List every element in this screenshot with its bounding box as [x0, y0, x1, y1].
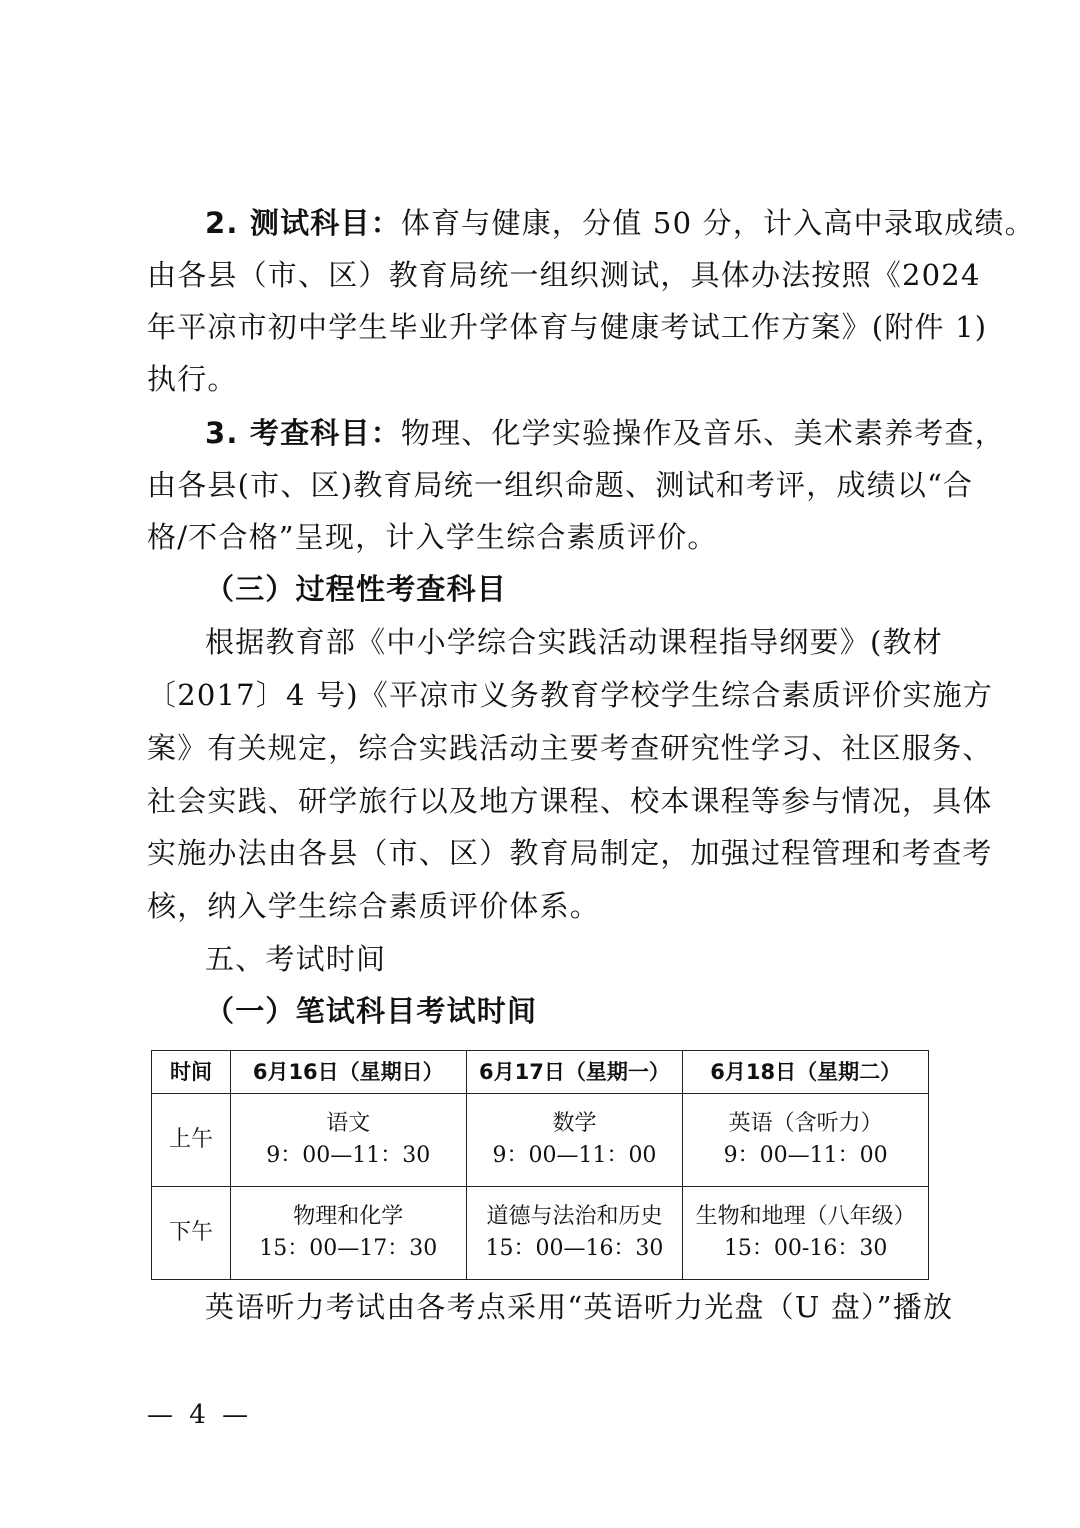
table-header-cell: 时间 [152, 1051, 231, 1094]
para-test-subject-line-4: 执行。 [147, 362, 238, 396]
page-number: — 4 — [147, 1400, 253, 1430]
para-process-line-3: 案》有关规定，综合实践活动主要考查研究性学习、社区服务、 [147, 731, 993, 765]
para-process-line-5: 实施办法由各县（市、区）教育局制定，加强过程管理和考查考 [147, 836, 993, 870]
para-test-subject-line-1: 2. 测试科目：体育与健康，分值 50 分，计入高中录取成绩。 [205, 206, 1035, 240]
table-row [152, 1094, 929, 1187]
subject-text: 英语（含听力） [728, 1111, 883, 1136]
subsection-heading-written-exam-time: （一）笔试科目考试时间 [205, 994, 538, 1028]
para-process-line-6: 核，纳入学生综合素质评价体系。 [147, 889, 601, 923]
para-listening-line-1: 英语听力考试由各考点采用“英语听力光盘（U 盘）”播放 [205, 1290, 954, 1324]
section-heading-exam-time: 五、考试时间 [205, 942, 387, 976]
para-check-subject-line-1: 3. 考查科目：物理、化学实验操作及音乐、美术素养考查， [205, 416, 1005, 450]
subject-text: 物理和化学 [293, 1204, 404, 1229]
schedule-cell [466, 1187, 683, 1280]
para-test-subject-line-3: 年平凉市初中学生毕业升学体育与健康考试工作方案》(附件 1) [147, 310, 988, 344]
period-cell: 下午 [152, 1187, 231, 1280]
subject-text: 语文 [326, 1111, 371, 1136]
schedule-cell [230, 1187, 466, 1280]
check-subject-label: 3. 考查科目： [205, 416, 401, 450]
schedule-cell [230, 1094, 466, 1187]
para-check-subject-line-2: 由各县(市、区)教育局统一组织命题、测试和考评，成绩以“合 [147, 468, 974, 502]
time-text: 15：00-16：30 [723, 1236, 888, 1261]
section-heading-process: （三）过程性考查科目 [205, 572, 508, 606]
period-cell: 上午 [152, 1094, 231, 1187]
para-check-subject-line-3: 格/不合格”呈现，计入学生综合素质评价。 [147, 520, 718, 554]
time-text: 9：00—11：30 [266, 1143, 431, 1168]
para-process-line-1: 根据教育部《中小学综合实践活动课程指导纲要》(教材 [205, 625, 943, 659]
test-subject-label: 2. 测试科目： [205, 206, 401, 240]
time-text: 9：00—11：00 [492, 1143, 657, 1168]
time-text: 15：00—17：30 [259, 1236, 438, 1261]
table-header-cell: 6月17日（星期一） [466, 1051, 683, 1094]
table-header-cell: 6月16日（星期日） [230, 1051, 466, 1094]
table-header-row [152, 1051, 929, 1094]
subject-text: 道德与法治和历史 [486, 1204, 663, 1229]
para-process-line-2: 〔2017〕4 号)《平凉市义务教育学校学生综合素质评价实施方 [147, 678, 993, 712]
table-header-cell: 6月18日（星期二） [683, 1051, 929, 1094]
para-process-line-4: 社会实践、研学旅行以及地方课程、校本课程等参与情况，具体 [147, 784, 993, 818]
subject-text: 生物和地理（八年级） [695, 1204, 916, 1229]
para-test-subject-line-2: 由各县（市、区）教育局统一组织测试，具体办法按照《2024 [147, 258, 981, 292]
table-row [152, 1187, 929, 1280]
time-text: 15：00—16：30 [485, 1236, 664, 1261]
schedule-cell [683, 1187, 929, 1280]
exam-schedule-table [151, 1050, 929, 1280]
time-text: 9：00—11：00 [723, 1143, 888, 1168]
schedule-cell [683, 1094, 929, 1187]
schedule-cell [466, 1094, 683, 1187]
subject-text: 数学 [552, 1111, 597, 1136]
